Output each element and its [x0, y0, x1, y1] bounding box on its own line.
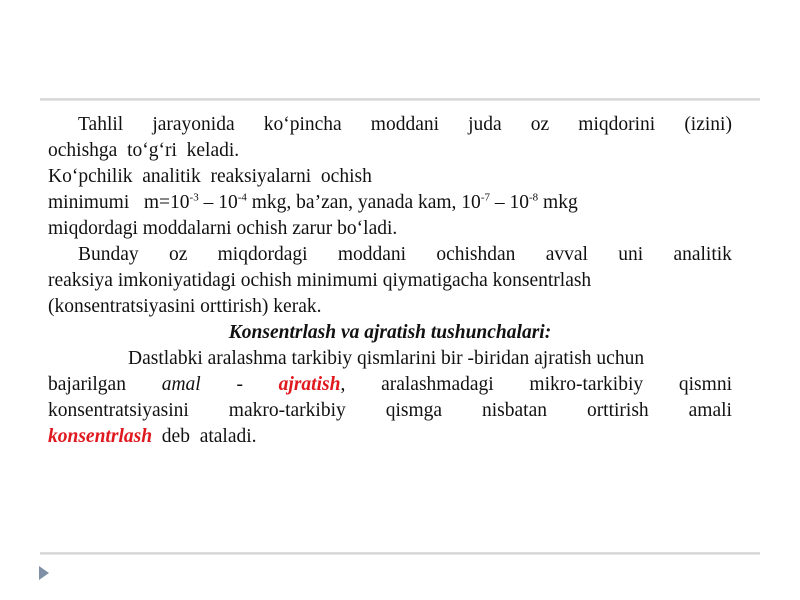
word: bajarilgan [48, 374, 126, 395]
exponent: -4 [237, 191, 247, 204]
word: miqdorini [578, 114, 656, 135]
para3-line2 [48, 372, 732, 398]
comma: , [340, 374, 346, 395]
word: (izini) [684, 114, 732, 135]
word: moddani [370, 114, 440, 135]
word: Tahlil [78, 114, 124, 135]
para2-line2: reaksiya imkoniyatidagi ochish minimumi qiymatigacha konsentrlash [48, 270, 592, 291]
para3-line4 [48, 424, 732, 450]
top-divider [40, 98, 760, 101]
text-run: – 10 [489, 192, 529, 213]
para2-line1 [48, 242, 732, 268]
exponent: -8 [528, 191, 539, 204]
word: avval [545, 244, 588, 265]
dash: - [236, 374, 243, 395]
word: orttirish [586, 400, 649, 421]
para1-line2: ochishga to‘g‘ri keladi. [48, 140, 240, 161]
para1-line5: miqdordagi moddalarni ochish zarur bo‘ladi. [48, 218, 398, 239]
para3-line3 [48, 398, 732, 424]
word: oz [168, 244, 188, 265]
text-run: deb ataladi. [152, 426, 257, 447]
word: aralashmadagi [381, 374, 494, 395]
bottom-divider [40, 552, 760, 555]
word: oz [530, 114, 550, 135]
word: qismni [678, 374, 732, 395]
slide-body [48, 112, 732, 450]
para1-line4 [48, 190, 732, 216]
text-run: minimumi m=10 [48, 192, 190, 213]
word: konsentratsiyasini [48, 400, 189, 421]
para3-line1: Dastlabki aralashma tarkibiy qismlarini bir -biridan ajratish uchun [128, 348, 645, 369]
exponent: -3 [189, 191, 199, 204]
word: ochishdan [436, 244, 516, 265]
word-amal: amal [161, 374, 201, 395]
para1-line3: Ko‘pchilik analitik reaksiyalarni ochish [48, 166, 372, 187]
term-ajratish: ajratish [278, 374, 341, 395]
term-konsentrlash: konsentrlash [48, 426, 153, 447]
word: makro-tarkibiy [228, 400, 346, 421]
word: amali [688, 400, 732, 421]
word: ko‘pincha [263, 114, 342, 135]
word: Bunday [78, 244, 139, 265]
term-group [279, 372, 346, 398]
word: mikro-tarkibiy [529, 374, 644, 395]
word: qismga [385, 400, 443, 421]
word: analitik [673, 244, 732, 265]
text-run: mkg, ba’zan, yanada kam, 10 [246, 192, 481, 213]
word: juda [468, 114, 502, 135]
para2-line3: (konsentratsiyasini orttirish) kerak. [48, 296, 322, 317]
word: moddani [337, 244, 407, 265]
word: miqdordagi [217, 244, 308, 265]
word: nisbatan [482, 400, 547, 421]
text-run: mkg [538, 192, 578, 213]
para1-line1 [48, 112, 732, 138]
exponent: -7 [480, 191, 490, 204]
section-heading: Konsentrlash va ajratish tushunchalari: [228, 322, 552, 343]
word: jarayonida [152, 114, 235, 135]
triangle-right-icon[interactable] [39, 566, 49, 580]
word: uni [618, 244, 644, 265]
text-run: – 10 [198, 192, 238, 213]
